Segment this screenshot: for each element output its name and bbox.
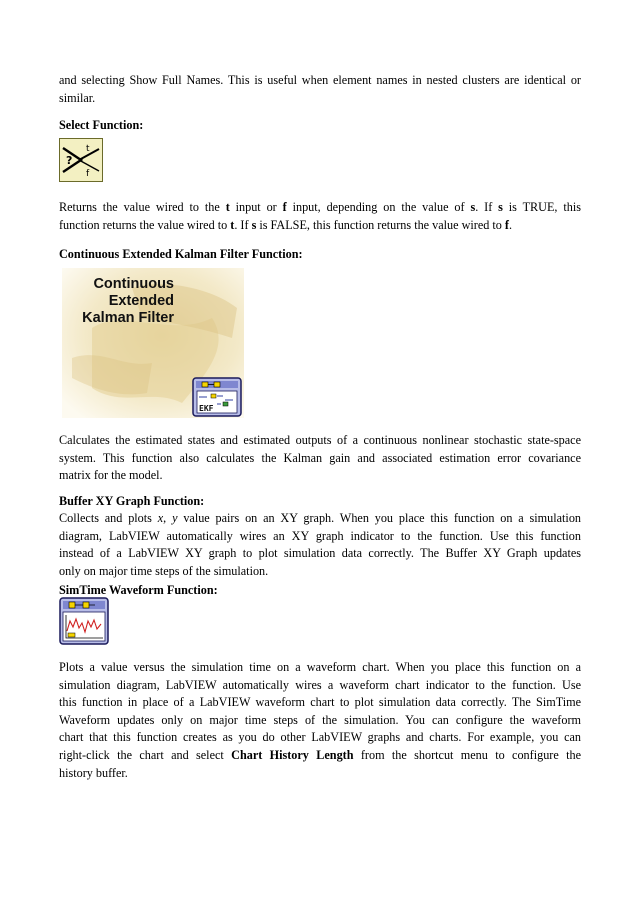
buffer-xy-description: [59, 510, 581, 580]
select-desc-line-1: Returns the value wired to the t input or f input, depending on the value of s. If s is TRUE, this: [59, 200, 581, 214]
kalman-filter-image: [62, 268, 244, 418]
kalman-image-title-3: Kalman Filter: [82, 310, 174, 326]
select-function-icon: [59, 138, 103, 182]
kalman-desc-line-3: matrix for the model.: [59, 468, 163, 483]
select-icon-t: t: [86, 144, 90, 154]
select-desc-line-2: function returns the value wired to t. If s is FALSE, this function returns the value wired to f.: [59, 217, 513, 232]
simtime-desc-line-7: history buffer.: [59, 765, 128, 780]
kalman-icon-label: EKF: [199, 404, 214, 413]
buffer-desc-line-4: only on major time steps of the simulation.: [59, 563, 269, 578]
buffer-xy-heading: Buffer XY Graph Function:: [59, 494, 205, 508]
simtime-desc-line-4: Waveform updates only on major time steps of the simulation. You can configure the waveform: [59, 712, 581, 727]
buffer-desc-line-1: Collects and plots x, y value pairs on an XY graph. When you place this function on a simulation: [59, 511, 582, 525]
kalman-filter-heading: Continuous Extended Kalman Filter Function:: [59, 247, 303, 261]
kalman-image-title-1: Continuous: [93, 276, 174, 292]
simtime-waveform-icon: [59, 597, 109, 645]
kalman-image-title-2: Extended: [108, 293, 174, 309]
intro-line-1: and selecting Show Full Names. This is useful when element names in nested clusters are identical or: [59, 73, 581, 87]
select-function-heading: Select Function:: [59, 118, 144, 132]
kalman-desc-line-1: Calculates the estimated states and estimated outputs of a continuous nonlinear stochastic state-space: [59, 433, 581, 447]
simtime-desc-line-6: right-click the chart and select Chart History Length from the shortcut menu to configure the: [59, 747, 581, 762]
simtime-waveform-heading: SimTime Waveform Function:: [59, 583, 218, 597]
select-icon-f: f: [86, 169, 90, 179]
select-function-description: [59, 199, 581, 234]
simtime-desc-line-1: Plots a value versus the simulation time on a waveform chart. When you place this function on a: [59, 660, 581, 674]
intro-paragraph: [59, 72, 581, 107]
kalman-filter-description: [59, 432, 581, 485]
kalman-filter-icon: [193, 378, 241, 416]
buffer-desc-line-3: instead of a LabVIEW XY graph to plot simulation data correctly. The Buffer XY Graph updates: [59, 546, 581, 561]
kalman-desc-line-2: system. This function also calculates the Kalman gain and associated estimation error covariance: [59, 450, 581, 465]
intro-line-2: similar.: [59, 90, 96, 105]
simtime-desc-line-2: simulation diagram, LabVIEW automatically wires a waveform chart indicator to the function. Use: [59, 677, 581, 692]
simtime-waveform-description: [59, 659, 581, 782]
simtime-desc-line-3: this function in place of a LabVIEW waveform chart to plot simulation data correctly. The SimTime: [59, 695, 581, 710]
select-icon-q: ?: [66, 154, 73, 167]
buffer-desc-line-2: diagram, LabVIEW automatically wires an XY graph indicator to the function. Use this function: [59, 528, 581, 543]
simtime-desc-line-5: chart that this function creates as you do other LabVIEW graphs and charts. For example, you can: [59, 730, 581, 745]
